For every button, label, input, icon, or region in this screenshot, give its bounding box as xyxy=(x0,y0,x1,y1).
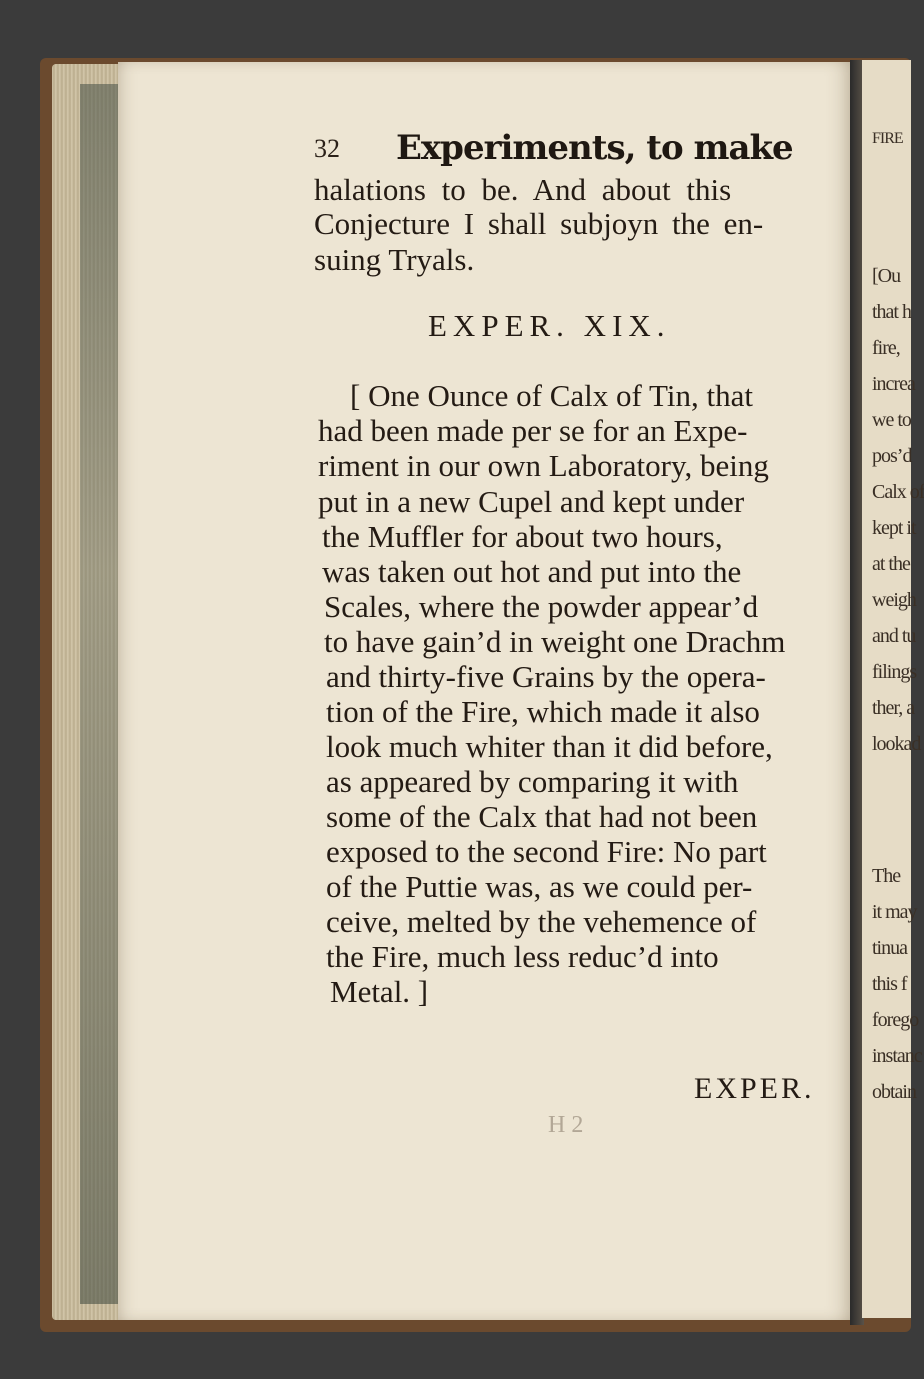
edge-stain xyxy=(80,84,120,1304)
text-line: put in a new Cupel and kept under xyxy=(318,484,745,519)
page-header xyxy=(314,128,844,172)
text-line: Scales, where the powder appear’d xyxy=(324,589,759,624)
text-line: Conjecture I shall subjoyn the en- xyxy=(314,206,764,241)
facing-fragment: kept it xyxy=(872,517,916,539)
facing-fragment: increa xyxy=(872,373,915,395)
text-line: exposed to the second Fire: No part xyxy=(326,834,767,869)
text-line: riment in our own Laboratory, being xyxy=(318,448,769,483)
facing-fragment: weigh xyxy=(872,589,916,611)
page-number: 32 xyxy=(314,134,340,163)
facing-fragment: filings xyxy=(872,661,917,683)
text-line: halations to be. And about this xyxy=(314,172,732,207)
text-line: ceive, melted by the vehemence of xyxy=(326,904,757,939)
facing-page xyxy=(862,60,924,1318)
facing-fragment: obtain xyxy=(872,1081,916,1103)
text-line: of the Puttie was, as we could per- xyxy=(326,869,753,904)
signature-mark: H 2 xyxy=(548,1112,584,1138)
text-line: [ One Ounce of Calx of Tin, that xyxy=(350,378,753,413)
facing-fragment: instanc xyxy=(872,1045,922,1067)
text-line: was taken out hot and put into the xyxy=(322,554,742,589)
text-line: the Muffler for about two hours, xyxy=(322,519,723,554)
text-line: tion of the Fire, which made it also xyxy=(326,694,760,729)
facing-fragment: fire, xyxy=(872,337,900,359)
text-line: to have gain’d in weight one Drachm xyxy=(324,624,786,659)
page-edges xyxy=(52,64,122,1320)
facing-fragment: tinua xyxy=(872,937,907,959)
text-line: look much whiter than it did before, xyxy=(326,729,773,764)
facing-fragment: at the xyxy=(872,553,910,575)
facing-fragment: The xyxy=(872,865,901,887)
text-line: Metal. ] xyxy=(330,974,429,1009)
facing-fragment: FIRE xyxy=(872,130,903,147)
facing-fragment: [Ou xyxy=(872,265,901,287)
facing-fragment: it may xyxy=(872,901,917,923)
catchword: EXPER. xyxy=(694,1072,815,1105)
facing-fragment: this f xyxy=(872,973,907,995)
running-title: Experiments, to make xyxy=(396,128,793,168)
text-line: and thirty-five Grains by the opera- xyxy=(326,659,766,694)
text-line: as appeared by comparing it with xyxy=(326,764,739,799)
text-line: some of the Calx that had not been xyxy=(326,799,758,834)
facing-fragment: that h xyxy=(872,301,911,323)
section-heading: EXPER. XIX. xyxy=(428,308,671,343)
facing-fragment: Calx of xyxy=(872,481,924,503)
facing-fragment: pos’d xyxy=(872,445,912,467)
facing-fragment: we to xyxy=(872,409,911,431)
text-line: suing Tryals. xyxy=(314,242,475,277)
text-line: the Fire, much less reduc’d into xyxy=(326,939,719,974)
facing-fragment: ther, a xyxy=(872,697,915,719)
facing-fragment: forego xyxy=(872,1009,919,1031)
text-line: had been made per se for an Expe- xyxy=(318,413,748,448)
facing-fragment: lookad xyxy=(872,733,921,755)
facing-fragment: and tu xyxy=(872,625,916,647)
